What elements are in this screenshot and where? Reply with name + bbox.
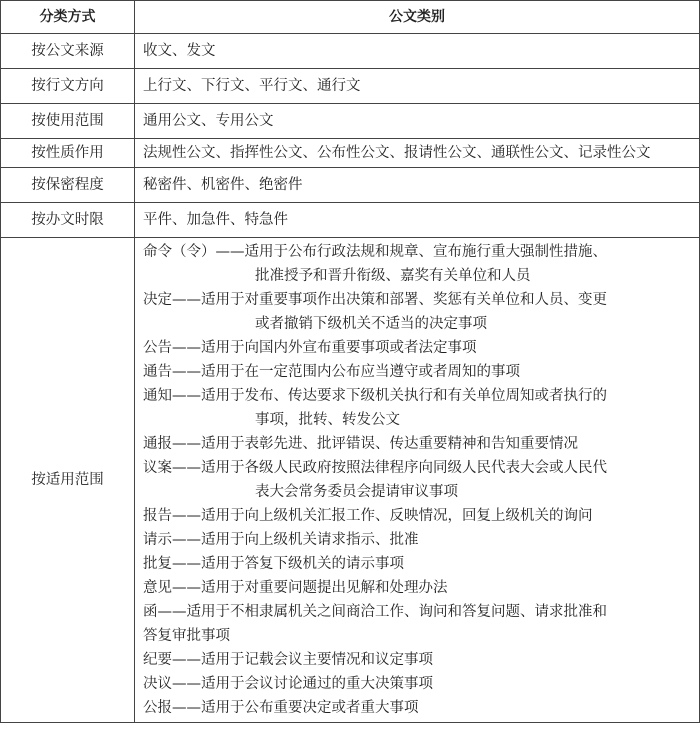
scope-entry — [143, 360, 693, 384]
scope-entry — [143, 384, 693, 432]
table-row — [1, 34, 700, 69]
scope-entry-text: 决议——适用于会议讨论通过的重大决策事项 — [143, 676, 433, 692]
scope-entry-text: 函——适用于不相隶属机关之间商洽工作、询问和答复问题、请求批准和 — [143, 604, 607, 620]
row-category: 按使用范围 — [1, 104, 135, 139]
scope-entries — [135, 238, 700, 723]
scope-entry-text: 通报——适用于表彰先进、批评错误、传达重要精神和告知重要情况 — [143, 436, 578, 452]
row-category: 按办文时限 — [1, 203, 135, 238]
scope-entry — [143, 504, 693, 528]
scope-entry — [143, 456, 693, 504]
scope-entry-text: 纪要——适用于记载会议主要情况和议定事项 — [143, 652, 433, 668]
scope-entry — [143, 576, 693, 600]
scope-entry — [143, 240, 693, 288]
scope-entry-continuation: 或者撤销下级机关不适当的决定事项 — [255, 316, 487, 332]
scope-entry-text: 通告——适用于在一定范围内公布应当遵守或者周知的事项 — [143, 364, 520, 380]
row-category: 按适用范围 — [1, 238, 135, 723]
scope-entry-text: 命令（令）——适用于公布行政法规和规章、宣布施行重大强制性措施、 — [143, 244, 607, 260]
scope-entry — [143, 696, 693, 720]
table-row — [1, 139, 700, 168]
scope-entry-continuation: 答复审批事项 — [143, 628, 230, 644]
scope-entry — [143, 648, 693, 672]
scope-entry — [143, 288, 693, 336]
scope-entry — [143, 432, 693, 456]
scope-entry — [143, 672, 693, 696]
scope-entry — [143, 600, 693, 648]
scope-entry-text: 公报——适用于公布重要决定或者重大事项 — [143, 700, 419, 716]
row-value: 通用公文、专用公文 — [135, 104, 700, 139]
scope-entry-text: 公告——适用于向国内外宣布重要事项或者法定事项 — [143, 340, 477, 356]
scope-entry-text: 通知——适用于发布、传达要求下级机关执行和有关单位周知或者执行的 — [143, 388, 607, 404]
scope-entry — [143, 528, 693, 552]
scope-entry — [143, 336, 693, 360]
table-row-scope — [1, 238, 700, 723]
scope-entry-text: 批复——适用于答复下级机关的请示事项 — [143, 556, 404, 572]
table-row — [1, 104, 700, 139]
row-value: 上行文、下行文、平行文、通行文 — [135, 69, 700, 104]
scope-entry-text: 意见——适用于对重要问题提出见解和处理办法 — [143, 580, 448, 596]
header-document-category: 公文类别 — [135, 1, 700, 34]
header-classification-method: 分类方式 — [1, 1, 135, 34]
row-category: 按行文方向 — [1, 69, 135, 104]
scope-entry — [143, 552, 693, 576]
table-row — [1, 168, 700, 203]
row-category: 按保密程度 — [1, 168, 135, 203]
row-value: 秘密件、机密件、绝密件 — [135, 168, 700, 203]
scope-entry-continuation: 表大会常务委员会提请审议事项 — [255, 484, 458, 500]
table-header-row — [1, 1, 700, 34]
row-value: 法规性公文、指挥性公文、公布性公文、报请性公文、通联性公文、记录性公文 — [135, 139, 700, 168]
row-value: 平件、加急件、特急件 — [135, 203, 700, 238]
table-row — [1, 69, 700, 104]
scope-entry-text: 报告——适用于向上级机关汇报工作、反映情况，回复上级机关的询问 — [143, 508, 593, 524]
row-value: 收文、发文 — [135, 34, 700, 69]
table-row — [1, 203, 700, 238]
scope-entry-text: 议案——适用于各级人民政府按照法律程序向同级人民代表大会或人民代 — [143, 460, 607, 476]
scope-entry-continuation: 批准授予和晋升衔级、嘉奖有关单位和人员 — [255, 268, 531, 284]
row-category: 按公文来源 — [1, 34, 135, 69]
row-category: 按性质作用 — [1, 139, 135, 168]
scope-entry-continuation: 事项，批转、转发公文 — [255, 412, 400, 428]
scope-entry-text: 请示——适用于向上级机关请求指示、批准 — [143, 532, 419, 548]
scope-entry-text: 决定——适用于对重要事项作出决策和部署、奖惩有关单位和人员、变更 — [143, 292, 607, 308]
